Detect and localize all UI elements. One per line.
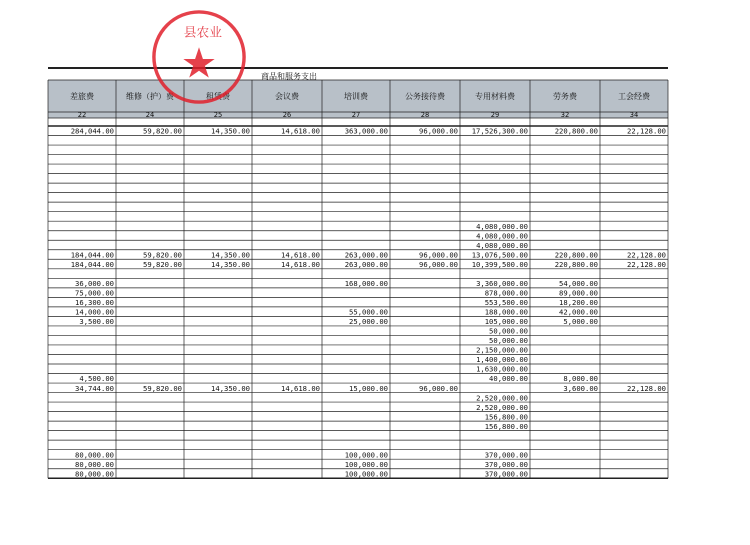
column-header: 培训费 xyxy=(344,92,368,101)
table-cell: 220,800.00 xyxy=(554,250,598,260)
table-cell: 96,000.00 xyxy=(419,383,458,393)
table-cell: 370,000.00 xyxy=(484,469,528,479)
column-header: 专用材料费 xyxy=(475,92,515,101)
table-cell: 100,000.00 xyxy=(344,459,388,469)
table-cell: 878,000.00 xyxy=(484,288,528,298)
table-cell: 14,350.00 xyxy=(211,126,250,136)
table-cell: 5,000.00 xyxy=(563,317,598,327)
column-code: 25 xyxy=(213,111,223,119)
table-cell: 13,076,500.00 xyxy=(471,250,528,260)
column-header: 差旅费 xyxy=(70,92,94,101)
table-cell: 14,618.00 xyxy=(281,250,320,260)
table-cell: 42,000.00 xyxy=(559,307,598,317)
table-cell: 156,800.00 xyxy=(484,412,528,422)
table-cell: 54,000.00 xyxy=(559,279,598,289)
table-cell: 55,000.00 xyxy=(349,307,388,317)
table-cell: 16,300.00 xyxy=(75,298,114,308)
table-cell: 14,618.00 xyxy=(281,260,320,269)
table-cell: 59,820.00 xyxy=(143,250,182,260)
table-cell: 22,128.00 xyxy=(627,383,666,393)
table-cell: 59,820.00 xyxy=(143,260,182,269)
table-cell: 22,128.00 xyxy=(627,250,666,260)
table-cell: 284,044.00 xyxy=(70,126,114,136)
column-header: 劳务费 xyxy=(553,92,577,101)
table-cell: 370,000.00 xyxy=(484,459,528,469)
table-cell: 59,820.00 xyxy=(143,383,182,393)
table-cell: 184,044.00 xyxy=(70,250,114,260)
table-cell: 25,000.00 xyxy=(349,317,388,327)
table-cell: 263,000.00 xyxy=(344,250,388,260)
table-cell: 2,150,000.00 xyxy=(476,345,528,355)
table-cell: 22,128.00 xyxy=(627,260,666,269)
table-cell: 100,000.00 xyxy=(344,469,388,479)
section-title: 商品和服务支出 xyxy=(261,72,317,81)
table-cell: 2,520,000.00 xyxy=(476,402,528,412)
table-cell: 14,350.00 xyxy=(211,383,250,393)
table-cell: 4,500.00 xyxy=(79,374,114,384)
table-cell: 3,500.00 xyxy=(79,317,114,327)
table-cell: 80,000.00 xyxy=(75,450,114,460)
table-cell: 10,399,500.00 xyxy=(471,260,528,269)
column-header: 租赁费 xyxy=(206,92,230,101)
table-cell: 14,618.00 xyxy=(281,126,320,136)
table-cell: 34,744.00 xyxy=(75,383,114,393)
table-cell: 3,600.00 xyxy=(563,383,598,393)
table-cell: 156,800.00 xyxy=(484,421,528,431)
table-cell: 14,000.00 xyxy=(75,307,114,317)
column-code: 26 xyxy=(282,111,292,119)
table-cell: 2,520,000.00 xyxy=(476,393,528,403)
table-cell: 8,000.00 xyxy=(563,374,598,384)
table-cell: 1,630,000.00 xyxy=(476,364,528,374)
table-cell: 14,350.00 xyxy=(211,250,250,260)
column-header: 公务接待费 xyxy=(405,92,445,101)
table-cell: 220,800.00 xyxy=(554,260,598,269)
table-cell: 50,000.00 xyxy=(489,326,528,336)
column-header: 工会经费 xyxy=(618,92,650,101)
column-code: 34 xyxy=(629,111,639,119)
table-cell: 370,000.00 xyxy=(484,450,528,460)
table-cell: 89,000.00 xyxy=(559,288,598,298)
table-cell: 100,000.00 xyxy=(344,450,388,460)
table-cells xyxy=(71,127,666,479)
table-cell: 4,080,000.00 xyxy=(476,221,528,231)
table-cell: 168,000.00 xyxy=(344,279,388,289)
column-code: 29 xyxy=(490,111,500,119)
table-cell: 50,000.00 xyxy=(489,336,528,346)
table-cell: 96,000.00 xyxy=(419,260,458,269)
table-cell: 14,350.00 xyxy=(211,260,250,269)
table-cell: 1,400,000.00 xyxy=(476,355,528,365)
table-cell: 220,800.00 xyxy=(554,126,598,136)
table-cell: 40,000.00 xyxy=(489,374,528,384)
column-code: 32 xyxy=(560,111,570,119)
column-code: 28 xyxy=(420,111,430,119)
table-cell: 105,000.00 xyxy=(484,317,528,327)
table-cell: 184,044.00 xyxy=(70,260,114,269)
table-cell: 553,500.00 xyxy=(484,298,528,308)
table-cell: 363,000.00 xyxy=(344,126,388,136)
table-cell: 4,080,000.00 xyxy=(476,231,528,241)
column-code: 24 xyxy=(145,111,155,119)
column-code: 27 xyxy=(351,111,361,119)
table-cell: 22,128.00 xyxy=(627,126,666,136)
table-cell: 96,000.00 xyxy=(419,126,458,136)
table-cell: 3,360,000.00 xyxy=(476,279,528,289)
table-cell: 75,000.00 xyxy=(75,288,114,298)
table-cell: 80,000.00 xyxy=(75,459,114,469)
table-cell: 18,200.00 xyxy=(559,298,598,308)
table-cell: 14,618.00 xyxy=(281,383,320,393)
table-cell: 59,820.00 xyxy=(143,126,182,136)
table-cell: 96,000.00 xyxy=(419,250,458,260)
column-header: 维修（护）费 xyxy=(126,92,174,101)
seal-text: 县农业 xyxy=(183,25,223,41)
table-cell: 188,000.00 xyxy=(484,307,528,317)
table-cell: 263,000.00 xyxy=(344,260,388,269)
table-cell: 17,526,300.00 xyxy=(471,126,528,136)
column-headers xyxy=(70,91,651,101)
table-cell: 15,000.00 xyxy=(349,383,388,393)
table-cell: 80,000.00 xyxy=(75,469,114,479)
column-code: 22 xyxy=(77,111,87,119)
column-header: 会议费 xyxy=(275,92,299,101)
table-cell: 36,000.00 xyxy=(75,279,114,289)
table-cell: 4,080,000.00 xyxy=(476,240,528,250)
